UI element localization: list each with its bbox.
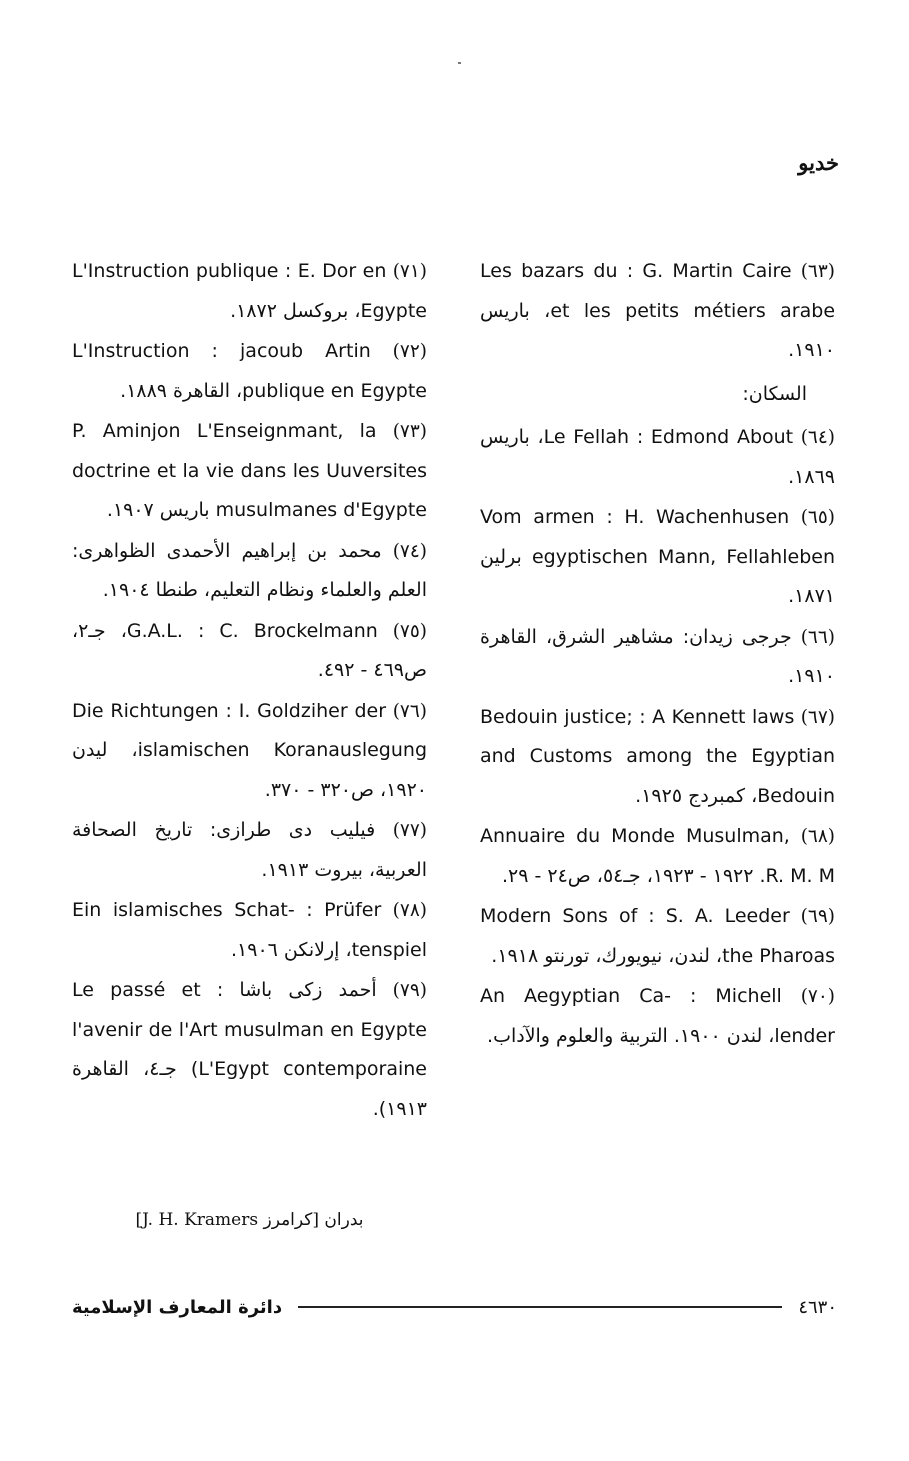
reference-text: Die Richtungen : I. Goldziher der islamischen Koranauslegung، ليدن ١٩٢٠، ص٣٢٠ - ٣٧٠.: [72, 699, 427, 801]
reference-text: Bedouin justice; : A Kennett laws and Customs among the Egyptian Bedouin، كمبردج ١٩٢٥.: [480, 705, 835, 807]
footer-divider: [298, 1306, 782, 1308]
reference-text: Vom armen : H. Wachenhusen egyptischen Mann, Fellahleben برلين ١٨٧١.: [480, 506, 835, 607]
reference-entry: [72, 532, 427, 611]
reference-text: An Aegyptian Ca- : Michell lender، لندن ١٩٠٠. التربية والعلوم والآداب.: [480, 985, 835, 1047]
reference-entry: [480, 698, 835, 817]
reference-entry: [72, 332, 427, 411]
right-column-entries: [480, 418, 835, 1056]
reference-number: (٧٢): [392, 341, 427, 362]
reference-number: (٧٧): [392, 820, 427, 841]
reference-number: (٦٥): [800, 507, 835, 528]
reference-number: (٧٨): [392, 900, 427, 921]
scan-speck: [458, 62, 461, 64]
reference-number: (٧٣): [392, 421, 427, 442]
reference-entry: [480, 418, 835, 497]
reference-number: (٧٥): [392, 620, 427, 642]
reference-number: (٦٩): [800, 906, 835, 927]
reference-entry: [72, 692, 427, 811]
reference-number: (٧٩): [392, 980, 427, 1001]
reference-text: G.A.L. : C. Brockelmann، جـ٢، ص٤٦٩ - ٤٩٢.: [72, 619, 427, 681]
reference-text: Annuaire du Monde Musulman, R. M. M. ١٩٢٢ - ١٩٢٣، جـ٥٤، ص٢٤ - ٢٩.: [480, 825, 835, 887]
right-column-top-entries: [480, 252, 835, 371]
reference-entry: [480, 817, 835, 896]
page-footer: [72, 1292, 837, 1322]
reference-text: فيليب دى طرازى: تاريخ الصحافة العربية، بيروت ١٩١٣.: [72, 819, 427, 881]
right-column: [480, 252, 835, 1057]
reference-text: محمد بن إبراهيم الأحمدى الظواهرى: العلم والعلماء ونظام التعليم، طنطا ١٩٠٤.: [72, 539, 427, 601]
reference-number: (٦٨): [800, 826, 835, 847]
reference-number: (٦٣): [800, 261, 835, 282]
reference-text: Ein islamisches Schat- : Prüfer tenspiel، إرلانكن ١٩٠٦.: [72, 899, 427, 961]
reference-entry: [72, 612, 427, 691]
reference-text: Modern Sons of : S. A. Leeder the Pharoas، لندن، نيويورك، تورنتو ١٩١٨.: [480, 905, 835, 967]
reference-entry: [480, 977, 835, 1056]
reference-number: (٦٦): [800, 626, 835, 648]
reference-text: أحمد زكى باشا : Le passé et l'avenir de l'Art musulman en Egypte L'Egypt contemporaine) جـ٤، القاهرة ١٩١٣).: [72, 979, 427, 1120]
reference-entry: [72, 412, 427, 531]
reference-number: (٧٤): [392, 540, 427, 562]
reference-entry: [72, 252, 427, 331]
reference-entry: [480, 498, 835, 617]
page-number: ٤٦٣٠: [798, 1296, 837, 1318]
reference-entry: [480, 618, 835, 697]
reference-number: (٦٧): [800, 706, 835, 728]
reference-text: Les bazars du : G. Martin Caire et les petits métiers arabe، باريس ١٩١٠.: [480, 260, 836, 361]
reference-text: L'Instruction publique : E. Dor en Egypte، بروكسل ١٨٧٢.: [72, 260, 427, 322]
reference-number: (٧٠): [800, 986, 835, 1007]
reference-entry: [72, 971, 427, 1129]
author-signature: بدران [كرامرز J. H. Kramers]: [135, 1210, 364, 1230]
reference-number: (٧١): [392, 261, 427, 282]
reference-text: Le Fellah : Edmond About، باريس ١٨٦٩.: [480, 426, 835, 488]
reference-number: (٧٦): [392, 700, 427, 722]
reference-text: جرجى زيدان: مشاهير الشرق، القاهرة ١٩١٠.: [480, 625, 835, 687]
footer-title: دائرة المعارف الإسلامية: [72, 1296, 283, 1318]
left-column: [72, 252, 427, 1130]
reference-text: L'Instruction : jacoub Artin publique en Egypte، القاهرة ١٨٨٩.: [72, 340, 427, 402]
reference-text: P. Aminjon L'Enseignmant, la doctrine et la vie dans les Uuversites musulmanes d'Egypte باريس ١٩٠٧.: [72, 420, 427, 521]
page-header: خديو: [798, 150, 839, 175]
reference-entry: [72, 891, 427, 970]
section-heading: السكان:: [742, 382, 807, 405]
left-column-entries: [72, 252, 427, 1129]
reference-number: (٦٤): [800, 427, 835, 448]
reference-entry: [480, 897, 835, 976]
reference-entry: [72, 811, 427, 890]
reference-entry: [480, 252, 835, 371]
